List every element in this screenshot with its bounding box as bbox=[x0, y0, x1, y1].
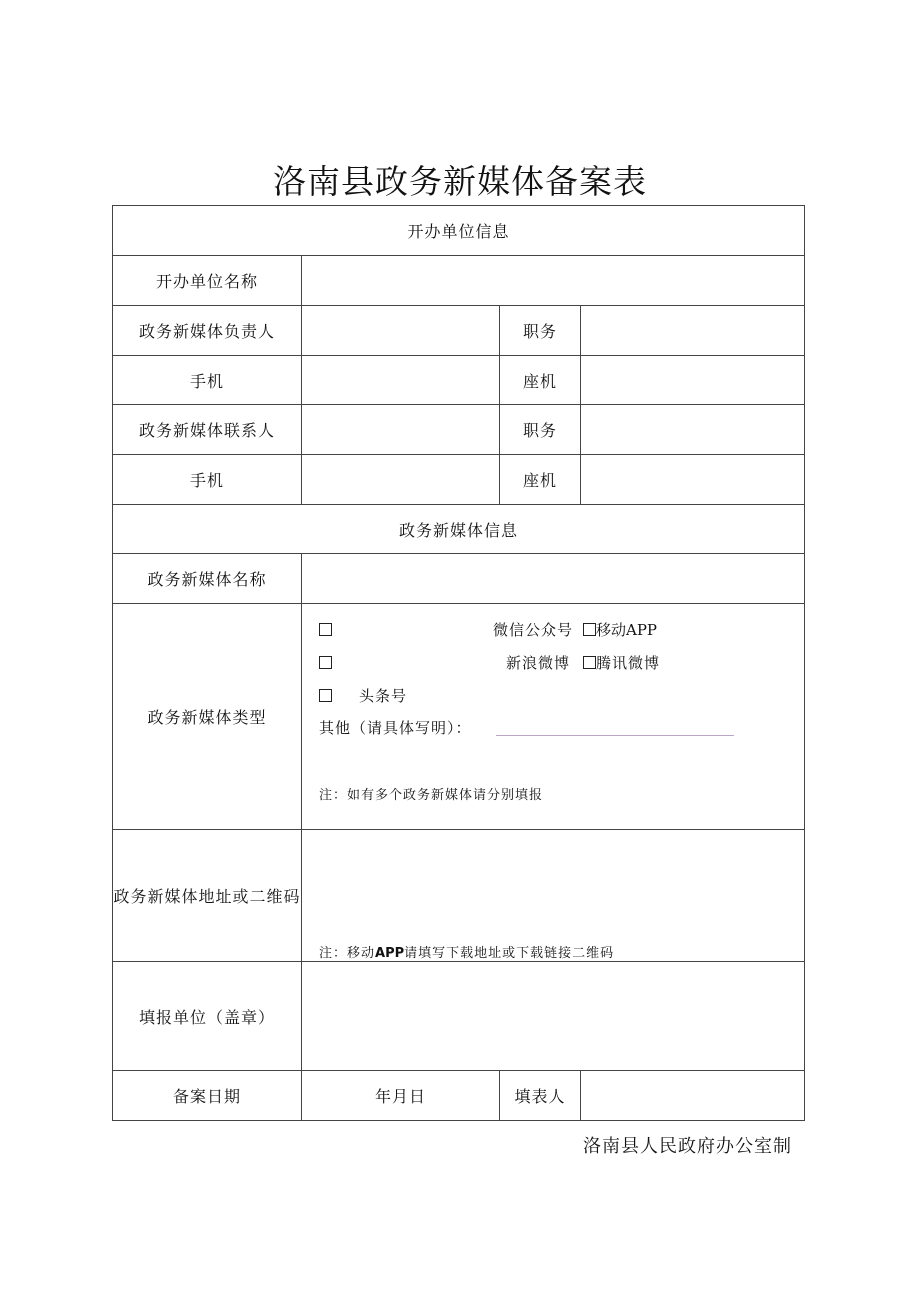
note-app-download bbox=[319, 942, 614, 961]
checkbox-icon[interactable] bbox=[319, 623, 332, 636]
address-label: 政务新媒体地址或二维码 bbox=[113, 830, 302, 962]
note-app-prefix: 注：移动 bbox=[319, 946, 376, 961]
note-app-keyword: APP bbox=[375, 946, 405, 961]
filing-date-field[interactable]: 年月日 bbox=[302, 1071, 500, 1121]
footer-issuer: 洛南县人民政府办公室制 bbox=[583, 1136, 792, 1157]
option-sina-weibo bbox=[506, 653, 570, 673]
media-type-label: 政务新媒体类型 bbox=[113, 604, 302, 830]
option-wechat-label: 微信公众号 bbox=[493, 621, 574, 639]
option-tencent-weibo[interactable] bbox=[583, 653, 660, 673]
contact-landline-label: 座机 bbox=[500, 455, 581, 505]
head-landline-field[interactable] bbox=[581, 356, 805, 405]
section-heading-media-info: 政务新媒体信息 bbox=[113, 505, 805, 554]
table-row bbox=[113, 256, 805, 306]
section-heading-unit-info: 开办单位信息 bbox=[113, 206, 805, 256]
table-row bbox=[113, 830, 805, 962]
option-mobile-app[interactable] bbox=[583, 620, 657, 640]
media-contact-label: 政务新媒体联系人 bbox=[113, 405, 302, 455]
checkbox-icon[interactable] bbox=[319, 689, 332, 702]
head-position-label: 职务 bbox=[500, 306, 581, 356]
option-toutiao[interactable] bbox=[319, 686, 407, 706]
unit-name-label: 开办单位名称 bbox=[113, 256, 302, 306]
contact-mobile-field[interactable] bbox=[302, 455, 500, 505]
table-row bbox=[113, 306, 805, 356]
note-multiple-media: 注：如有多个政务新媒体请分别填报 bbox=[319, 788, 544, 803]
filing-form-table bbox=[112, 205, 805, 1121]
checkbox-icon[interactable] bbox=[583, 623, 596, 636]
table-row bbox=[113, 962, 805, 1071]
head-mobile-label: 手机 bbox=[113, 356, 302, 405]
checkbox-sina-weibo[interactable] bbox=[319, 653, 332, 673]
option-tencent-weibo-label: 腾讯微博 bbox=[596, 654, 661, 672]
contact-position-field[interactable] bbox=[581, 405, 805, 455]
head-position-field[interactable] bbox=[581, 306, 805, 356]
checkbox-wechat[interactable] bbox=[319, 620, 332, 640]
media-head-label: 政务新媒体负责人 bbox=[113, 306, 302, 356]
filing-unit-field[interactable] bbox=[302, 962, 805, 1071]
table-row bbox=[113, 356, 805, 405]
table-row bbox=[113, 405, 805, 455]
checkbox-icon[interactable] bbox=[583, 656, 596, 669]
page-title: 洛南县政务新媒体备案表 bbox=[273, 162, 647, 201]
option-wechat bbox=[493, 620, 573, 640]
note-app-suffix: 请填写下载地址或下载链接二维码 bbox=[404, 946, 615, 961]
media-name-field[interactable] bbox=[302, 554, 805, 604]
media-name-label: 政务新媒体名称 bbox=[113, 554, 302, 604]
table-row bbox=[113, 1071, 805, 1121]
head-mobile-field[interactable] bbox=[302, 356, 500, 405]
checkbox-icon[interactable] bbox=[319, 656, 332, 669]
option-mobile-app-label: 移动APP bbox=[596, 621, 658, 639]
media-head-field[interactable] bbox=[302, 306, 500, 356]
address-field[interactable] bbox=[302, 830, 805, 962]
filing-date-label: 备案日期 bbox=[113, 1071, 302, 1121]
media-type-options bbox=[302, 604, 805, 830]
media-contact-field[interactable] bbox=[302, 405, 500, 455]
unit-name-field[interactable] bbox=[302, 256, 805, 306]
contact-position-label: 职务 bbox=[500, 405, 581, 455]
option-other-label: 其他（请具体写明）： bbox=[319, 719, 472, 737]
section-row-unit-info bbox=[113, 206, 805, 256]
contact-landline-field[interactable] bbox=[581, 455, 805, 505]
table-row bbox=[113, 604, 805, 830]
option-sina-weibo-label: 新浪微博 bbox=[506, 654, 571, 672]
filler-field[interactable] bbox=[581, 1071, 805, 1121]
section-row-media-info bbox=[113, 505, 805, 554]
table-row bbox=[113, 554, 805, 604]
filler-label: 填表人 bbox=[500, 1071, 581, 1121]
option-toutiao-label: 头条号 bbox=[359, 687, 408, 705]
table-row bbox=[113, 455, 805, 505]
contact-mobile-label: 手机 bbox=[113, 455, 302, 505]
head-landline-label: 座机 bbox=[500, 356, 581, 405]
filing-unit-label: 填报单位（盖章） bbox=[113, 962, 302, 1071]
other-input-underline[interactable] bbox=[496, 735, 734, 736]
